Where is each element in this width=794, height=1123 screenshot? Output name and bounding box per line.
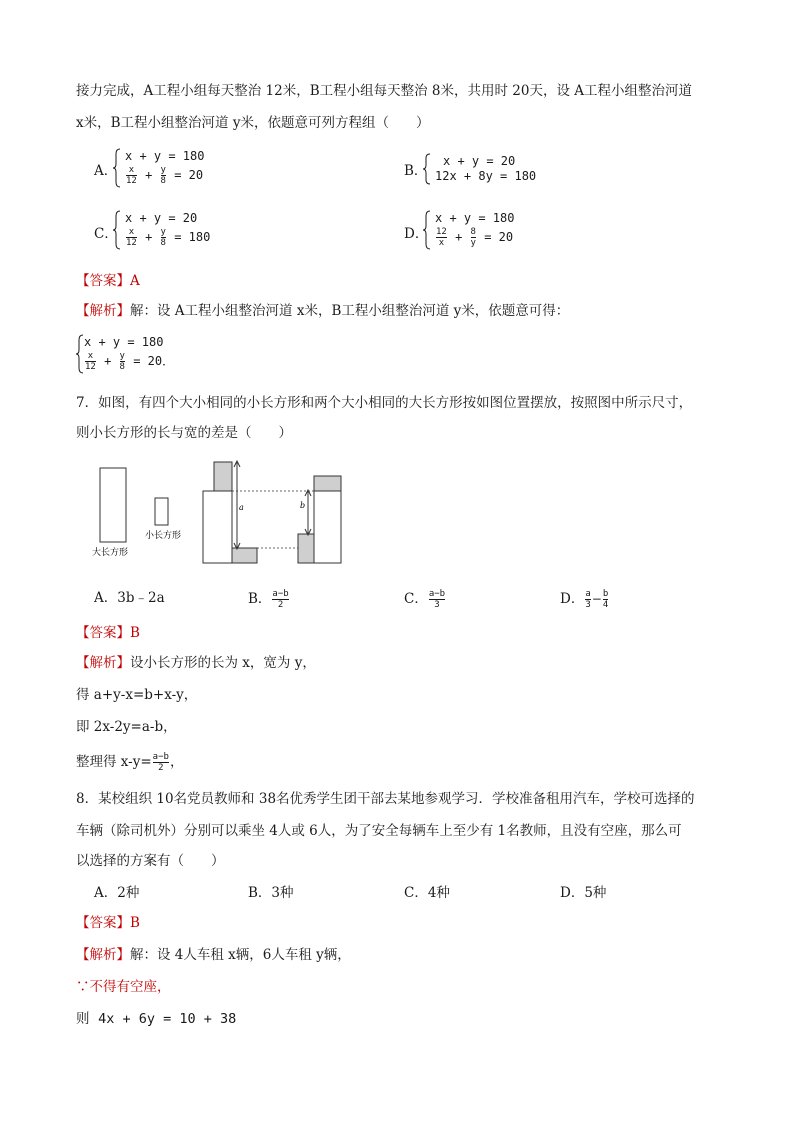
q6-line1: 接力完成，A工程小组每天整治 12米，B工程小组每天整治 8米，共用时 20天，设 A工程小组整治河道 [76, 83, 693, 99]
q6-d-eq1: x + y = 180 [435, 211, 515, 225]
q8-line1: 8．某校组织 10名党员教师和 38名优秀学生团干部去某地参观学习．学校准备租用汽车，学校可选择的 [76, 791, 695, 807]
q8-option-a: A．2种 [94, 885, 140, 901]
q6-option-c-label: C． [94, 226, 118, 242]
big-rectangle-label: 大长方形 [92, 547, 129, 557]
q8-line2: 车辆（除司机外）分别可以乘坐 4人或 6人，为了安全每辆车上至少有 1名教师，且没有空座，那么可 [76, 823, 682, 839]
q7-answer: 【答案】B [76, 625, 140, 641]
q6-sol-eq1: x + y = 180 [84, 335, 164, 349]
q7-option-b: B． $\frac{a-b}{2}$ [248, 589, 289, 610]
q7-line2: 则小长方形的长与宽的差是（ ） [76, 425, 292, 441]
small-rectangle-label: 小长方形 [145, 530, 182, 540]
q7-line1: 7．如图，有四个大小相同的小长方形和两个大小相同的大长方形按如图位置摆放，按照图中所示尺寸， [76, 395, 693, 411]
q6-option-d-label: D． [404, 226, 429, 242]
q6-option-a-label: A． [94, 163, 118, 179]
q7-step1: 得 a+y-x=b+x-y， [76, 687, 198, 703]
right-small-top [314, 476, 341, 491]
left-big-rectangle [203, 491, 232, 563]
q8-line3: 以选择的方案有（ ） [76, 853, 225, 869]
q6-c-eq1: x + y = 20 [125, 211, 198, 225]
q6-analysis: 【解析】解：设 A工程小组整治河道 x米，B工程小组整治河道 y米，依题意可得： [76, 303, 570, 319]
q6-solution-system [76, 334, 206, 374]
label-a: a [239, 503, 244, 512]
brace-icon [423, 153, 431, 185]
q6-a-eq1: x + y = 180 [125, 149, 205, 163]
q7-figure [88, 456, 358, 574]
big-rectangle [100, 468, 126, 542]
q6-option-b-system [423, 153, 543, 187]
left-small-bottom [232, 548, 257, 563]
q8-step1: ∵不得有空座， [76, 979, 171, 995]
left-small-top [214, 462, 232, 491]
q7-option-d: D． $\frac{a}{3}$ − $\frac{b}{4}$ [560, 589, 609, 610]
brace-icon [76, 334, 84, 374]
q6-option-b-label: B． [404, 163, 428, 179]
q7-option-c: C． $\frac{a-b}{3}$ [404, 589, 446, 610]
q6-option-d-system [423, 210, 543, 250]
q8-option-c: C．4种 [404, 885, 450, 901]
q8-step2: 则 4x + 6y = 10 + 38 [76, 1011, 237, 1027]
brace-icon [113, 210, 121, 250]
q7-analysis: 【解析】设小长方形的长为 x，宽为 y， [76, 655, 316, 671]
q6-answer: 【答案】A [76, 273, 140, 289]
q7-step3: 整理得 x-y= $\frac{a-b}{2}$ ， [76, 752, 184, 773]
q8-analysis: 【解析】解：设 4人车租 x辆，6人车租 y辆， [76, 947, 351, 963]
brace-icon [113, 148, 121, 188]
right-small-bottom [298, 534, 314, 563]
q8-answer: 【答案】B [76, 915, 140, 931]
q8-option-d: D．5种 [560, 885, 607, 901]
q6-sol-eq2: $\frac{x}{12}$ + $\frac{y}{8}$ = 20． [85, 351, 175, 372]
q6-option-a-system [113, 148, 233, 188]
q7-step2: 即 2x-2y=a-b， [76, 719, 177, 735]
q8-option-b: B．3种 [248, 885, 294, 901]
q6-a-eq2: $\frac{x}{12}$ + $\frac{y}{8}$ = 20 [126, 165, 204, 186]
q6-c-eq2: $\frac{x}{12}$ + $\frac{y}{8}$ = 180 [126, 227, 211, 248]
small-rectangle [155, 498, 168, 525]
q6-option-c-system [113, 210, 233, 250]
q6-d-eq2: $\frac{12}{x}$ + $\frac{8}{y}$ = 20 [436, 227, 514, 248]
brace-icon [423, 210, 431, 250]
q6-b-eq1: x + y = 20 [443, 154, 516, 168]
q6-line2: x米，B工程小组整治河道 y米，依题意可列方程组（ ） [76, 115, 430, 131]
q6-b-eq2: 12x + 8y = 180 [435, 169, 537, 183]
label-b: b [300, 501, 306, 510]
q7-option-a: A．3b﹣2a [94, 590, 165, 606]
